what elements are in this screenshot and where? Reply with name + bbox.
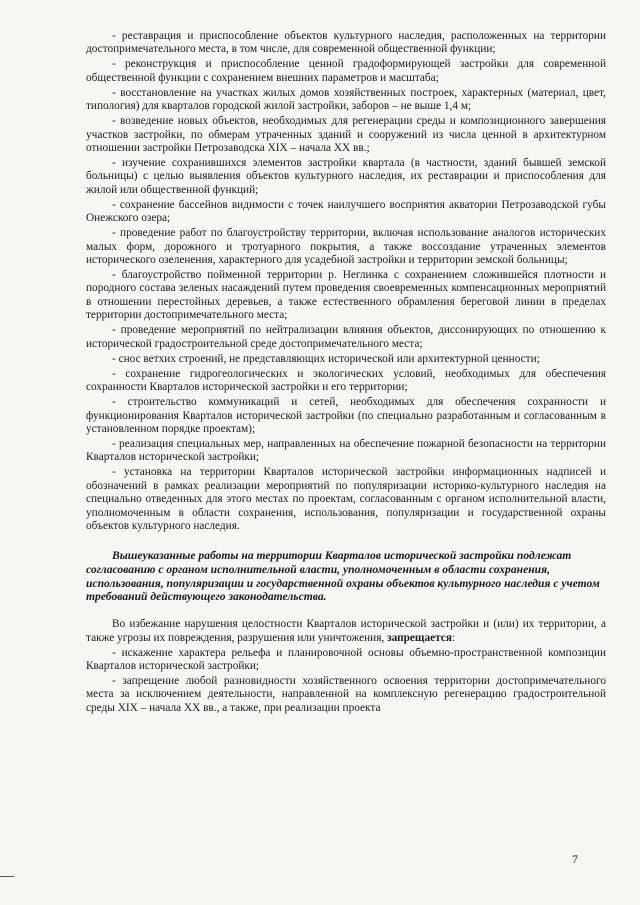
- list-item: - сохранение бассейнов видимости с точек наилучшего восприятия акватории Петрозаводской губы Онежского озера;: [86, 198, 606, 225]
- list-item: - сохранение гидрогеологических и экологических условий, необходимых для обеспечения сохранности Кварталов исторической застройки и его территории;: [86, 367, 606, 394]
- list-item: - установка на территории Кварталов исторической застройки информационных надписей и обозначений в рамках реализации мероприятий по популяризации историко-культурного наследия на специально отведенных для этого местах по проектам, согласованным с органом исполнительной власти, уполномоченным в области сохранения, использования, популяризации и государственной охраны объектов культурного наследия.: [86, 466, 606, 532]
- list-item: - реконструкция и приспособление ценной градоформирующей застройки для современной общественной функции с сохранением внешних параметров и масштаба;: [86, 58, 606, 84]
- list-item: - проведение работ по благоустройству территории, включая использование аналогов исторических малых форм, дорожного и тротуарного покрытия, а также воссоздание утраченных элементов исторического озеленения, характерного для усадебной застройки и территории земской больницы;: [86, 227, 606, 267]
- list-item: - реставрация и приспособление объектов культурного наследия, расположенных на территории достопримечательного места, в том числе, для современной общественной функции;: [86, 30, 606, 56]
- list-item: - снос ветхих строений, не представляющих исторической или архитектурной ценности;: [112, 352, 540, 365]
- prohibition-intro-text: Во избежание нарушения целостности Кварталов исторической застройки и (или) их территории, а также угрозы их повреждения, разрушения или уничтожения,: [86, 618, 606, 644]
- margin-mark: [0, 876, 14, 877]
- list-item: - проведение мероприятий по нейтрализации влияния объектов, диссонирующих по отношению к исторической градостроительной среде достопримечательного места;: [86, 324, 606, 350]
- list-item: - строительство коммуникаций и сетей, необходимых для обеспечения сохранности и функционирования Кварталов исторической застройки (по специально разработанным и согласованным в установленном порядке проектам);: [86, 396, 606, 435]
- list-item: - реализация специальных мер, направленных на обеспечение пожарной безопасности на территории Кварталов исторической застройки;: [86, 437, 606, 464]
- list-item: - благоустройство пойменной территории р. Неглинка с сохранением сложившейся плотности и породного состава зеленых насаждений путем проведения своевременных компенсационных мероприятий в отношении перестойных деревьев, а также естественного обрамления береговой линии в пределах территории достопримечательного места;: [86, 269, 606, 322]
- approval-note: Вышеуказанные работы на территории Кварталов исторической застройки подлежат согласованию с органом исполнительной власти, уполномоченным в области сохранения, использования, популяризации и государственной охраны объектов культурного наследия с учетом требований действующего законодательства.: [86, 548, 600, 604]
- list-item: - искажение характера рельефа и планировочной основы объемно-пространственной композиции Кварталов исторической застройки;: [86, 646, 606, 672]
- work-list: [86, 30, 606, 533]
- list-item: - изучение сохранившихся элементов застройки квартала (в частности, зданий бывшей земской больницы) с целью выявления объектов культурного наследия, их реставрации и приспособления для жилой или общественной функций;: [86, 157, 606, 196]
- list-item: - возведение новых объектов, необходимых для регенерации среды и композиционного завершения участков застройки, по обмерам утраченных зданий и сооружений из числа ценной в архитектурном отношении застройки Петрозаводска XIX – начала XX вв.;: [86, 115, 606, 155]
- prohibition-intro: [86, 618, 606, 645]
- prohibition-colon: :: [451, 631, 456, 644]
- prohibition-keyword: запрещается: [387, 631, 452, 644]
- page-number: 7: [572, 852, 578, 866]
- list-item: - восстановление на участках жилых домов хозяйственных построек, характерных (материал, цвет, типология) для кварталов городской жилой застройки, заборов – не выше 1,4 м;: [86, 86, 606, 113]
- list-item: - запрещение любой разновидности хозяйственного освоения территории достопримечательного места за исключением деятельности, направленной на комплексную регенерацию градостроительной среды XIX – начала XX вв., а также, при реализации проекта: [86, 674, 606, 714]
- prohibition-section: [86, 618, 606, 715]
